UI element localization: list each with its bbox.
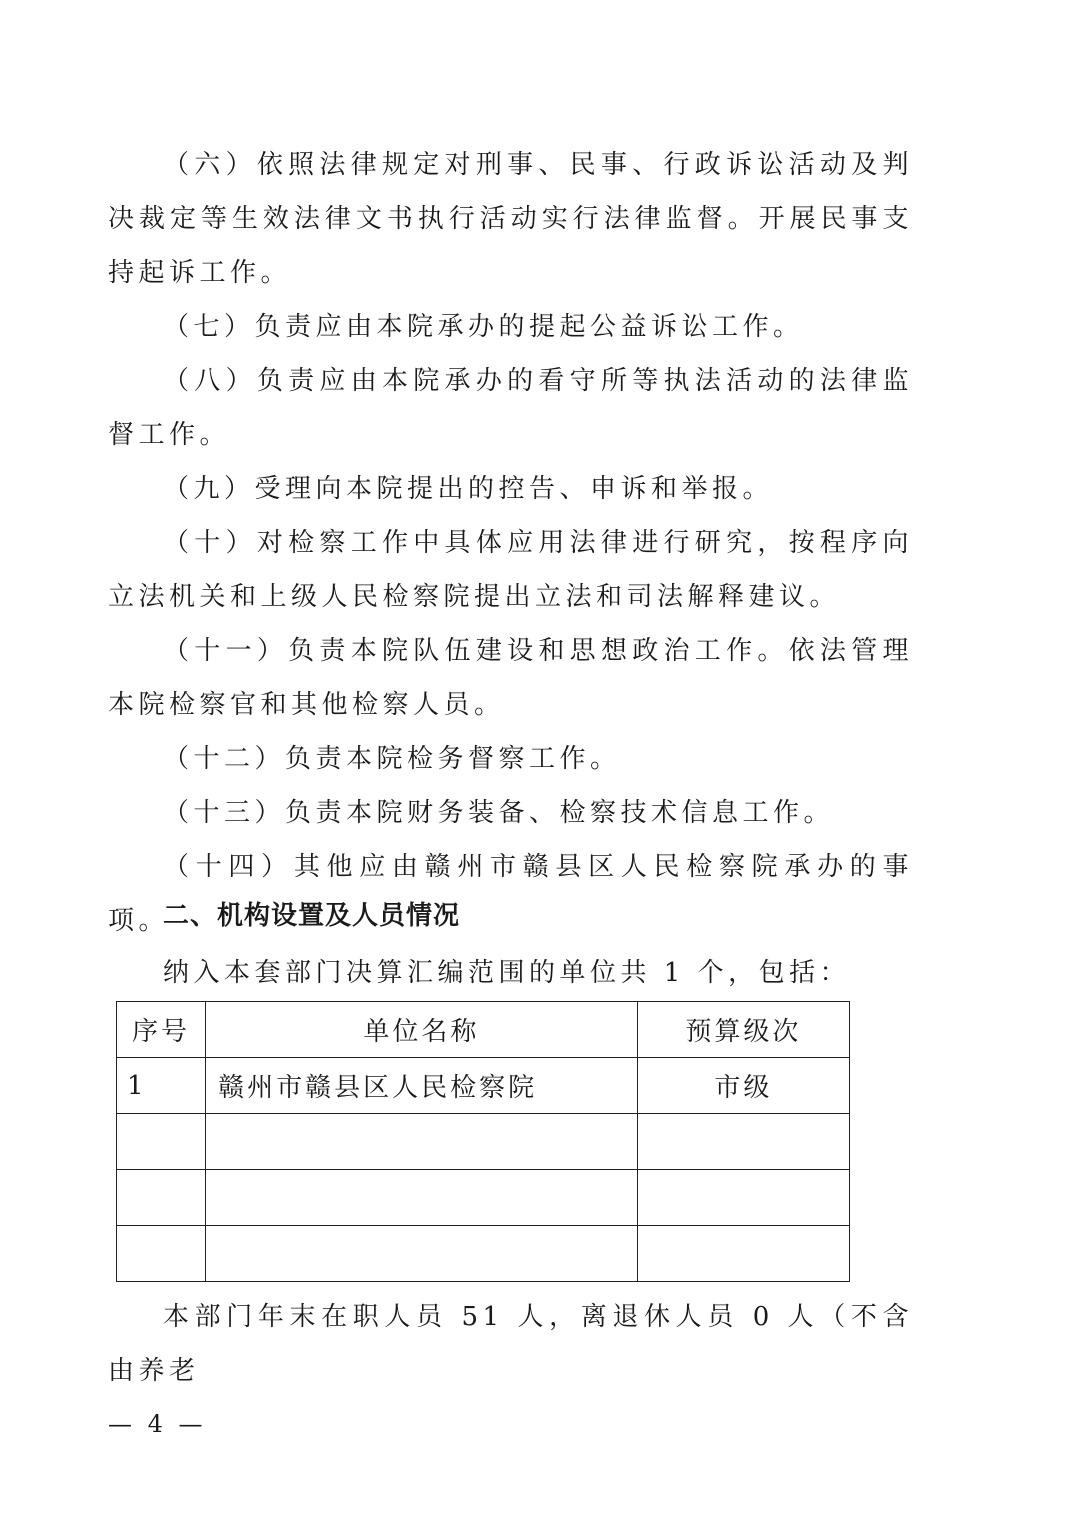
cell-budget-level: 市级 [637,1058,849,1114]
section-heading: 二、机构设置及人员情况 [163,901,461,931]
table-row [117,1058,850,1114]
cell-unit-name [206,1114,638,1170]
units-table [116,1001,850,1282]
header-unit-name: 单位名称 [206,1002,638,1058]
cell-budget-level [637,1114,849,1170]
paragraph-10: （十）对检察工作中具体应用法律进行研究，按程序向立法机关和上级人民检察院提出立法和司法解释建议。 [108,528,913,612]
cell-serial [117,1226,206,1282]
intro-paragraph: 纳入本套部门决算汇编范围的单位共 1 个，包括： [163,958,851,988]
cell-unit-name [206,1226,638,1282]
cell-budget-level [637,1170,849,1226]
page-number: — 4 — [108,1410,207,1438]
cell-unit-name: 赣州市赣县区人民检察院 [206,1058,638,1114]
cell-serial: 1 [117,1058,206,1114]
paragraph-14: （十四）其他应由赣州市赣县区人民检察院承办的事项。 [108,852,913,936]
cell-unit-name [206,1170,638,1226]
cell-budget-level [637,1226,849,1282]
paragraph-6: （六）依照法律规定对刑事、民事、行政诉讼活动及判决裁定等生效法律文书执行活动实行法律监督。开展民事支持起诉工作。 [108,150,913,288]
header-serial: 序号 [117,1002,206,1058]
cell-serial [117,1170,206,1226]
paragraph-9: （九）受理向本院提出的控告、申诉和举报。 [163,474,774,504]
table-row [117,1226,850,1282]
paragraph-12: （十二）负责本院检务督察工作。 [163,744,621,774]
table-row [117,1114,850,1170]
table-header-row [117,1002,850,1058]
closing-paragraph: 本部门年末在职人员 51 人，离退休人员 0 人（不含由养老 [108,1302,913,1386]
header-budget-level: 预算级次 [637,1002,849,1058]
paragraph-13: （十三）负责本院财务装备、检察技术信息工作。 [163,798,835,828]
table-row [117,1170,850,1226]
cell-serial [117,1114,206,1170]
paragraph-11: （十一）负责本院队伍建设和思想政治工作。依法管理本院检察官和其他检察人员。 [108,636,913,720]
paragraph-7: （七）负责应由本院承办的提起公益诉讼工作。 [163,312,804,342]
paragraph-8: （八）负责应由本院承办的看守所等执法活动的法律监督工作。 [108,366,913,450]
